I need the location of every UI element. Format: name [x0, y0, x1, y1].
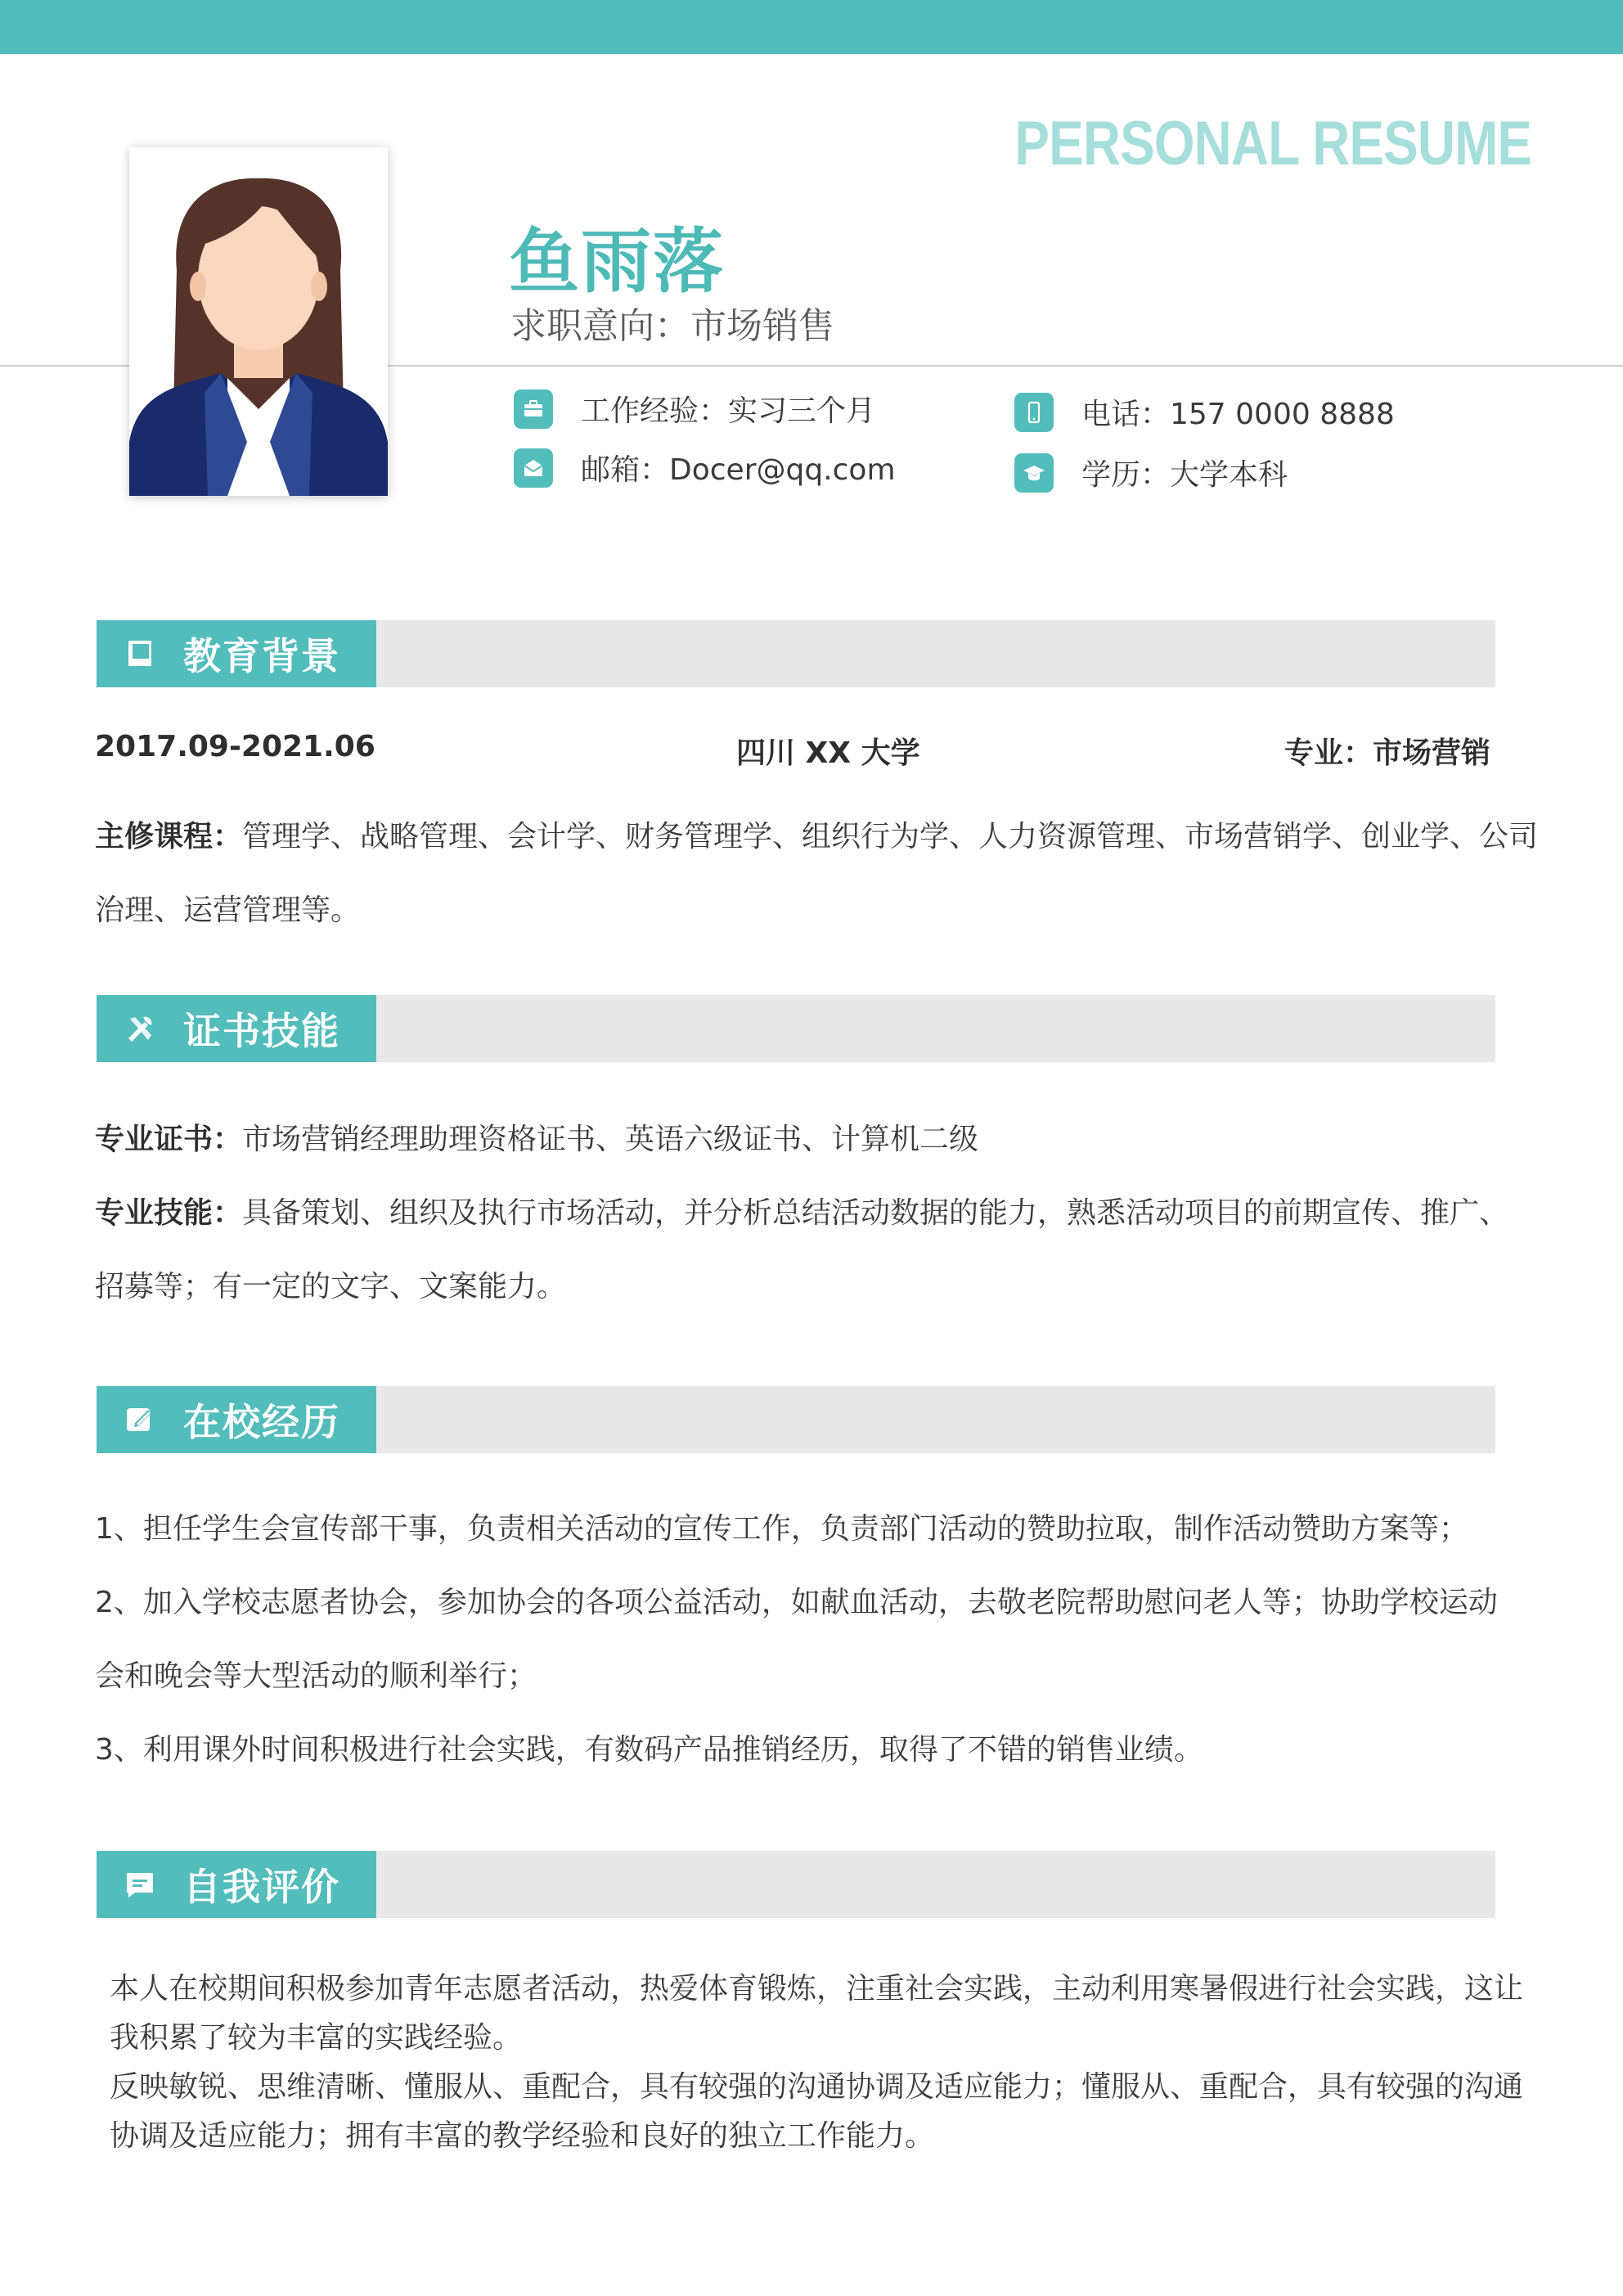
education-text: 学历：大学本科 [1081, 458, 1288, 492]
skills-section-header [97, 995, 1495, 1062]
skill-line2: 招募等；有一定的文字、文案能力。 [95, 1270, 567, 1303]
job-intent: 求职意向：市场销售 [510, 305, 834, 347]
self-section-header [97, 1851, 1495, 1918]
skill-label: 专业技能： [95, 1196, 243, 1230]
self-eval-line4: 协调及适应能力；拥有丰富的教学经验和良好的独立工作能力。 [110, 2119, 935, 2153]
campus-section-tag [97, 1386, 376, 1453]
certificate-line [95, 1116, 978, 1158]
phone-info [1014, 391, 1395, 433]
education-major: 专业：市场营销 [1284, 736, 1490, 770]
campus-item-1: 1、担任学生会宣传部干事，负责相关活动的宣传工作，负责部门活动的赞助拉取，制作活动赞助方案等； [95, 1512, 1468, 1546]
campus-item-2: 2、加入学校志愿者协会，参加协会的各项公益活动，如献血活动，去敬老院帮助慰问老人等；协助学校运动 [95, 1586, 1498, 1619]
self-eval-line1: 本人在校期间积极参加青年志愿者活动，热爱体育锻炼，注重社会实践，主动利用寒暑假进行社会实践，这让 [110, 1972, 1524, 2006]
campus-section-title: 在校经历 [183, 1400, 340, 1444]
campus-item-2-cont: 会和晚会等大型活动的顺利举行； [95, 1659, 537, 1693]
envelope-icon [514, 448, 553, 488]
courses-text: 管理学、战略管理、会计学、财务管理学、组织行为学、人力资源管理、市场营销学、创业学、公司 [242, 820, 1539, 853]
comment-icon [121, 1866, 159, 1903]
experience-info [514, 388, 875, 430]
email-text: 邮箱：Docer@qq.com [581, 453, 896, 487]
certificate-text: 市场营销经理助理资格证书、英语六级证书、计算机二级 [242, 1123, 979, 1156]
phone-text: 电话：157 0000 8888 [1081, 398, 1395, 431]
self-section-title: 自我评价 [183, 1865, 340, 1909]
self-eval-line2: 我积累了较为丰富的实践经验。 [110, 2021, 523, 2055]
candidate-name: 鱼雨落 [509, 221, 725, 303]
profile-photo [129, 147, 388, 496]
top-accent-bar [0, 0, 1623, 54]
edit-icon [121, 1401, 159, 1438]
courses-label: 主修课程： [95, 820, 243, 853]
experience-text: 工作经验：实习三个月 [581, 394, 876, 428]
brand-title: PERSONAL RESUME [1014, 109, 1531, 178]
education-section-tag [97, 620, 376, 687]
education-section-title: 教育背景 [183, 634, 340, 678]
mobile-phone-icon [1014, 393, 1054, 432]
education-courses-line1 [95, 813, 1538, 855]
tools-icon [121, 1010, 159, 1047]
education-school: 四川 XX 大学 [736, 736, 920, 770]
education-courses-line2: 治理、运营管理等。 [95, 894, 361, 927]
briefcase-icon [514, 389, 553, 429]
skills-section-tag [97, 995, 376, 1062]
skills-section-title: 证书技能 [183, 1009, 340, 1053]
skill-line1 [95, 1190, 1508, 1231]
campus-section-header [97, 1386, 1495, 1453]
email-info [514, 447, 896, 488]
self-section-tag [97, 1851, 376, 1918]
education-section-header [97, 620, 1495, 687]
book-icon [121, 635, 159, 673]
self-eval-line3: 反映敏锐、思维清晰、懂服从、重配合，具有较强的沟通协调及适应能力；懂服从、重配合，具有较强的沟通 [110, 2070, 1524, 2104]
education-info [1014, 452, 1288, 493]
certificate-label: 专业证书： [95, 1123, 243, 1156]
campus-item-3: 3、利用课外时间积极进行社会实践，有数码产品推销经历，取得了不错的销售业绩。 [95, 1733, 1203, 1767]
graduation-cap-icon [1014, 453, 1054, 493]
education-period: 2017.09-2021.06 [95, 730, 375, 763]
skill-text: 具备策划、组织及执行市场活动，并分析总结活动数据的能力，熟悉活动项目的前期宣传、推广、 [242, 1196, 1509, 1230]
